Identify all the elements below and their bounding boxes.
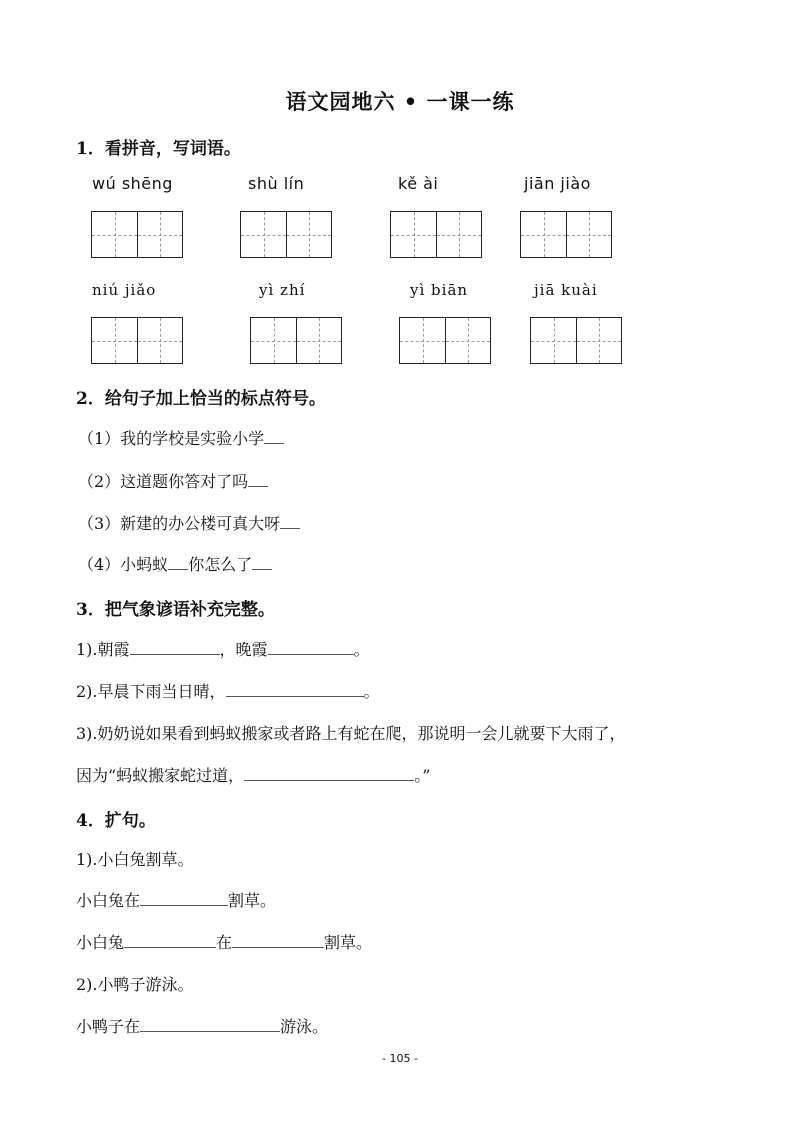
answer-blank[interactable] (248, 485, 268, 487)
q3-line-3: 3).奶奶说如果看到蚂蚁搬家或者路上有蛇在爬，那说明一会儿就要下大雨了， (76, 724, 626, 743)
writing-grid-3[interactable] (390, 211, 482, 258)
pinyin-2: shù lín (248, 174, 305, 193)
q4-text: 割草。 (324, 933, 373, 952)
q4-text: 游泳。 (280, 1017, 329, 1036)
answer-blank[interactable] (226, 695, 364, 697)
pinyin-3: kě ài (398, 174, 439, 193)
q3-text: 。 (353, 640, 370, 659)
answer-blank[interactable] (268, 653, 354, 655)
writing-grid-2[interactable] (240, 211, 332, 258)
q2-item-4-text-a: （4）小蚂蚁 (78, 555, 169, 574)
page-number: - 105 - (382, 1052, 418, 1065)
q3-text: 因为“蚂蚁搬家蛇过道， (76, 766, 245, 785)
q4-text: 小白兔 (76, 933, 125, 952)
q4-expand-1a (76, 888, 276, 911)
q3-text: 2).早晨下雨当日晴， (76, 682, 226, 701)
page-title: 语文园地六 • 一课一练 (285, 89, 515, 114)
q4-sentence-1: 1).小白兔割草。 (76, 850, 194, 869)
q3-text: 。” (414, 766, 431, 785)
answer-blank[interactable] (130, 653, 220, 655)
q2-item-3-text: （3）新建的办公楼可真大呀 (78, 514, 281, 533)
q3-text: 。 (363, 682, 380, 701)
q3-text: ，晚霞 (219, 640, 268, 659)
q2-item-4 (78, 552, 272, 575)
pinyin-1: wú shēng (92, 174, 173, 193)
writing-grid-1[interactable] (91, 211, 183, 258)
answer-blank[interactable] (232, 946, 324, 948)
answer-blank[interactable] (252, 568, 272, 570)
writing-grid-4[interactable] (520, 211, 612, 258)
q4-text: 割草。 (228, 891, 277, 910)
q3-line-2 (76, 679, 380, 702)
answer-blank[interactable] (140, 904, 228, 906)
q4-text: 小鸭子在 (76, 1017, 141, 1036)
q2-heading: 2．给句子加上恰当的标点符号。 (76, 389, 326, 409)
q4-heading: 4．扩句。 (76, 811, 156, 831)
q1-heading: 1．看拼音，写词语。 (76, 139, 241, 159)
q4-expand-1b (76, 930, 372, 953)
q4-text: 在 (216, 933, 233, 952)
answer-blank[interactable] (244, 779, 414, 781)
q2-item-1 (78, 426, 284, 449)
answer-blank[interactable] (124, 946, 216, 948)
writing-grid-5[interactable] (91, 317, 183, 364)
pinyin-7: yì biān (410, 281, 469, 299)
pinyin-6: yì zhí (259, 281, 306, 299)
pinyin-4: jiān jiào (524, 174, 591, 193)
pinyin-5: niú jiǎo (92, 281, 157, 299)
q3-heading: 3．把气象谚语补充完整。 (76, 600, 275, 620)
writing-grid-7[interactable] (399, 317, 491, 364)
answer-blank[interactable] (168, 568, 188, 570)
q4-text: 小白兔在 (76, 891, 141, 910)
q3-line-1 (76, 637, 370, 660)
q2-item-2-text: （2）这道题你答对了吗 (78, 472, 249, 491)
q2-item-2 (78, 469, 268, 492)
answer-blank[interactable] (264, 442, 284, 444)
answer-blank[interactable] (140, 1030, 280, 1032)
writing-grid-6[interactable] (250, 317, 342, 364)
q4-sentence-2: 2).小鸭子游泳。 (76, 975, 194, 994)
q2-item-1-text: （1）我的学校是实验小学 (78, 429, 265, 448)
writing-grid-8[interactable] (530, 317, 622, 364)
q3-line-4 (76, 763, 430, 786)
pinyin-8: jiā kuài (534, 281, 598, 299)
q2-item-3 (78, 511, 300, 534)
q3-text: 1).朝霞 (76, 640, 130, 659)
q4-expand-2a (76, 1014, 328, 1037)
answer-blank[interactable] (280, 527, 300, 529)
q2-item-4-text-b: 你怎么了 (188, 555, 253, 574)
